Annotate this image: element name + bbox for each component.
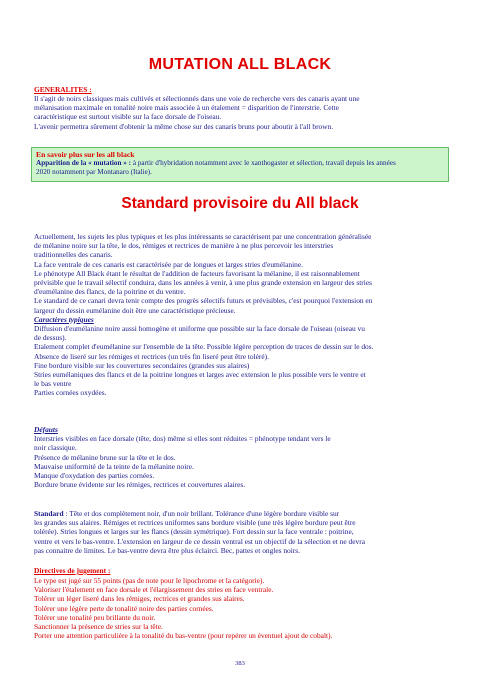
directives-text: [34, 576, 449, 640]
caracteres-line: Parties cornées oxydées.: [34, 388, 107, 398]
directives-line: Tolérer un léger liseré dans les rémiges, rectrices et grandes sus alaires.: [34, 594, 245, 604]
directives-line: Sanctionner la présence de stries sur la tête.: [34, 622, 163, 632]
caracteres-line: de dessus).: [34, 333, 67, 343]
defauts-heading: Défauts: [34, 425, 58, 434]
generalites-line: mélanisation maximale en tonalité noire mais associée à un étalement = disparition de l'interstrie. Cette: [34, 103, 339, 113]
standard-line: tolérée). Stries longues et larges sur les flancs (dessin symétrique). Fort dessin sur la face ventrale : poitrine,: [34, 527, 354, 537]
caracteres-line: Stries eumélaniques des flancs et de la poitrine longues et larges avec extension le plus possible vers le ventre et: [34, 370, 366, 380]
standard-line: les grandes sus alaires. Rémiges et rectrices uniformes sans bordure visible (une très légère bordure peut être: [34, 518, 356, 528]
directives-line: Tolérer une légère perte de tonalité noire des parties cornées.: [34, 603, 214, 613]
intro-line: de mélanine noire sur la tête, le dos, rémiges et rectrices de manière à ne plus percevoir les interstries: [34, 241, 334, 251]
intro-line: Actuellement, les sujets les plus typiques et les plus intéressants se caractérisent par une concentration généralisée: [34, 232, 372, 241]
standard-line: ventre et vers le bas-ventre. L'extension en largeur de ce dessin ventral est un objectif de la sélection et ne devra: [34, 536, 365, 546]
directives-heading: Directives de jugement :: [34, 566, 111, 575]
info-box: [31, 147, 449, 182]
standard-line: : Tête et dos complètement noir, d'un noir brillant. Tolérance d'une légère bordure visible sur: [63, 509, 340, 518]
standard-text: [34, 509, 449, 555]
info-box-line2: 2020 notamment par Montanaro (Italie).: [36, 168, 152, 176]
info-box-line1: à partir d'hybridation notamment avec le xanthogaster et sélection, travail depuis les années: [131, 159, 396, 167]
defauts-line: Manque d'oxydation des parties cornées.: [34, 471, 155, 481]
directives-line: Tolérer une tonalité peu brillante du noir.: [34, 612, 156, 622]
defauts-text: [34, 425, 449, 489]
directives-line: Valoriser l'étalement en face dorsale et l'élargissement des stries en face ventrale.: [34, 585, 274, 595]
defauts-line: Bordure brune évidente sur les rémiges, rectrices et couvertures alaires.: [34, 480, 246, 490]
standard-line: pas connaitre de limites. Le bas-ventre devra être plus éclairci. Bec, pattes et ongles noirs.: [34, 545, 300, 555]
intro-line: d'eumélanine des flancs, de la poitrine et du ventre.: [34, 287, 186, 297]
intro-line: prévisible que le travail sélectif conduira, dans les années à venir, à une plus grande extension en largeur des stries: [34, 278, 372, 288]
caracteres-line: Fine bordure visible sur les couvertures secondaires (grandes sus alaires): [34, 360, 250, 370]
page-title: MUTATION ALL BLACK: [148, 56, 332, 73]
caracteres-line: le bas ventre: [34, 379, 72, 389]
page-number: 383: [235, 660, 245, 667]
section-title: Standard provisoire du All black: [121, 195, 359, 212]
intro-line: Le phénotype All Black étant le résultat de l'addition de facteurs favorisant la mélanine, il est raisonnablement: [34, 268, 360, 278]
generalites-line: Il s'agit de noirs classiques mais cultivés et sélectionnés dans une voie de recherche vers des canaris ayant une: [34, 94, 360, 103]
directives-line: Porter une attention particulière à la tonalité du bas-ventre (pour repérer un éventuel ajout de cobalt).: [34, 631, 333, 641]
defauts-line: noir classique.: [34, 443, 77, 453]
intro-text: [34, 232, 449, 398]
caracteres-heading: Caractères typiques: [34, 314, 94, 324]
generalites-line: L'avenir permettra sûrement d'obtenir la même chose sur des canaris bruns pour aboutir à l'all brown.: [34, 121, 334, 131]
info-box-lead: Apparition de la « mutation » :: [36, 159, 132, 167]
generalites-text: [34, 94, 449, 131]
intro-line: Le standard de ce canari devra tenir compte des progrès sélectifs futurs et prévisibles, c'est pourquoi l'extension en: [34, 296, 373, 306]
info-box-heading: En savoir plus sur les all black: [36, 150, 135, 159]
defauts-line: Présence de mélanine brune sur la tête et le dos.: [34, 452, 176, 462]
intro-line: largeur du dessin eumélanine doit être une caractéristique précieuse.: [34, 305, 236, 315]
generalites-heading: GENERALITES :: [34, 85, 92, 94]
defauts-line: Mauvaise uniformité de la teinte de la mélanine noire.: [34, 461, 194, 471]
caracteres-line: Diffusion d'eumélanine noire aussi homogène et uniforme que possible sur la face dorsale de l'oiseau (oiseau vu: [34, 324, 365, 334]
caracteres-line: Etalement complet d'eumélanine sur l'ensemble de la tête. Possible légère perception de traces de dessin sur le dos.: [34, 342, 374, 352]
generalites-line: caractéristique est surtout visible sur la face dorsale de l'oiseau.: [34, 112, 222, 122]
intro-line: La face ventrale de ces canaris est caractérisée par de longues et larges stries d'eumélanine.: [34, 259, 303, 269]
directives-line: Le type est jugé sur 55 points (pas de note pour le lipochrome et la catégorie).: [34, 576, 265, 585]
intro-line: traditionnelles des canaris.: [34, 250, 113, 260]
caracteres-line: Absence de liseré sur les rémiges et rectrices (un très fin liseré peut être toléré).: [34, 351, 269, 361]
info-box-text: [36, 159, 444, 168]
standard-label: Standard: [34, 509, 64, 518]
defauts-line: Interstries visibles en face dorsale (tête, dos) même si elles sont réduites = phénotype tendant vers le: [34, 434, 331, 444]
